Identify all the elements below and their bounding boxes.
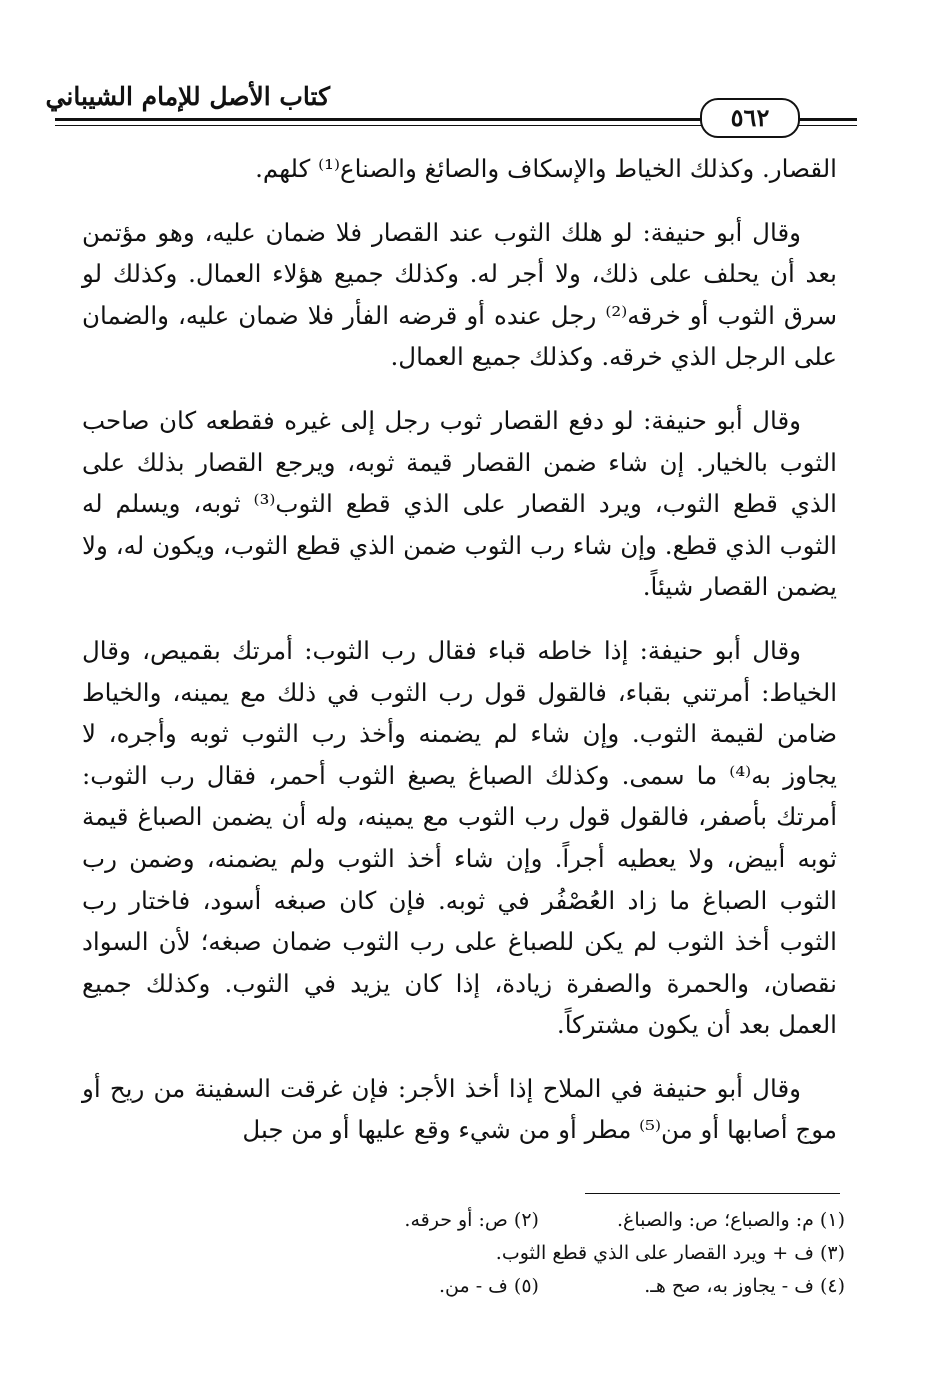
- footnote-1: (١) م: والصباع؛ ص: والصباغ.: [617, 1209, 845, 1231]
- footnote-5: (٥) ف - من.: [438, 1275, 539, 1297]
- paragraph: وقال أبو حنيفة في الملاح إذا أخذ الأجر: فإن غرقت السفينة من ريح أو موج أصابها أو من⁽⁵⁾ مطر أو من شيء وقع عليها أو من جبل: [82, 1073, 837, 1145]
- paragraph: وقال أبو حنيفة: إذا خاطه قباء فقال رب الثوب: أمرتك بقميص، وقال الخياط: أمرتني بقباء، فالقول قول رب الثوب في ذلك مع يمينه، والخياط ضامن لقيمة الثوب. وإن شاء لم يضمنه وأخذ رب الثوب ثوبه وأجره، لا يجاوز به⁽⁴⁾ ما سمى. وكذلك الصباغ يصبغ الثوب أحمر، فقال رب الثوب: أمرتك بأصفر، فالقول قول رب الثوب مع يمينه، وله أن يضمن الصباغ قيمة ثوبه أبيض، ولا يعطيه أجراً. وإن شاء أخذ الثوب ولم يضمنه، وضمن رب الثوب الصباغ ما زاد العُصْفُر في ثوبه. فإن كان صبغه أسود، فاختار رب الثوب أخذ الثوب لم يكن للصباغ على رب الثوب ضمان صبغه؛ لأن السواد نقصان، والحمرة والصفرة زيادة، إذا كان يزيد في الثوب. وكذلك جميع العمل بعد أن يكون مشتركاً.: [82, 635, 837, 1040]
- footnote-row: [100, 1237, 845, 1270]
- page-number: ٥٦٢: [700, 98, 800, 138]
- paragraph: القصار. وكذلك الخياط والإسكاف والصائغ والصناع⁽¹⁾ كلهم.: [255, 154, 837, 183]
- footnotes: [100, 1204, 845, 1303]
- footnote-4: (٤) ف - يجاوز به، صح هـ.: [644, 1275, 845, 1297]
- footnote-row: [100, 1270, 845, 1303]
- paragraph: وقال أبو حنيفة: لو هلك الثوب عند القصار فلا ضمان عليه، وهو مؤتمن بعد أن يحلف على ذلك، ولا أجر له. وكذلك جميع هؤلاء العمال. وكذلك لو سرق الثوب أو خرقه⁽²⁾ رجل عنده أو قرضه الفأر فلا ضمان عليه، والضمان على الرجل الذي خرقه. وكذلك جميع العمال.: [82, 217, 837, 372]
- footnote-2: (٢) ص: أو حرقه.: [404, 1209, 539, 1231]
- footnote-3: (٣) ف + ويرد القصار على الذي قطع الثوب.: [495, 1242, 845, 1264]
- paragraph: وقال أبو حنيفة: لو دفع القصار ثوب رجل إلى غيره فقطعه كان صاحب الثوب بالخيار. إن شاء ضمن القصار قيمة ثوبه، ويرجع القصار بذلك على الذي قطع الثوب، ويرد القصار على الذي قطع الثوب⁽³⁾ ثوبه، ويسلم له الثوب الذي قطع. وإن شاء رب الثوب ضمن الذي قطع الثوب، ويكون له، ولا يضمن القصار شيئاً.: [82, 405, 837, 602]
- running-header-title: كتاب الأصل للإمام الشيباني: [45, 82, 330, 111]
- footnote-row: [100, 1204, 845, 1237]
- footnote-separator: [585, 1193, 840, 1194]
- main-text: [82, 148, 837, 1173]
